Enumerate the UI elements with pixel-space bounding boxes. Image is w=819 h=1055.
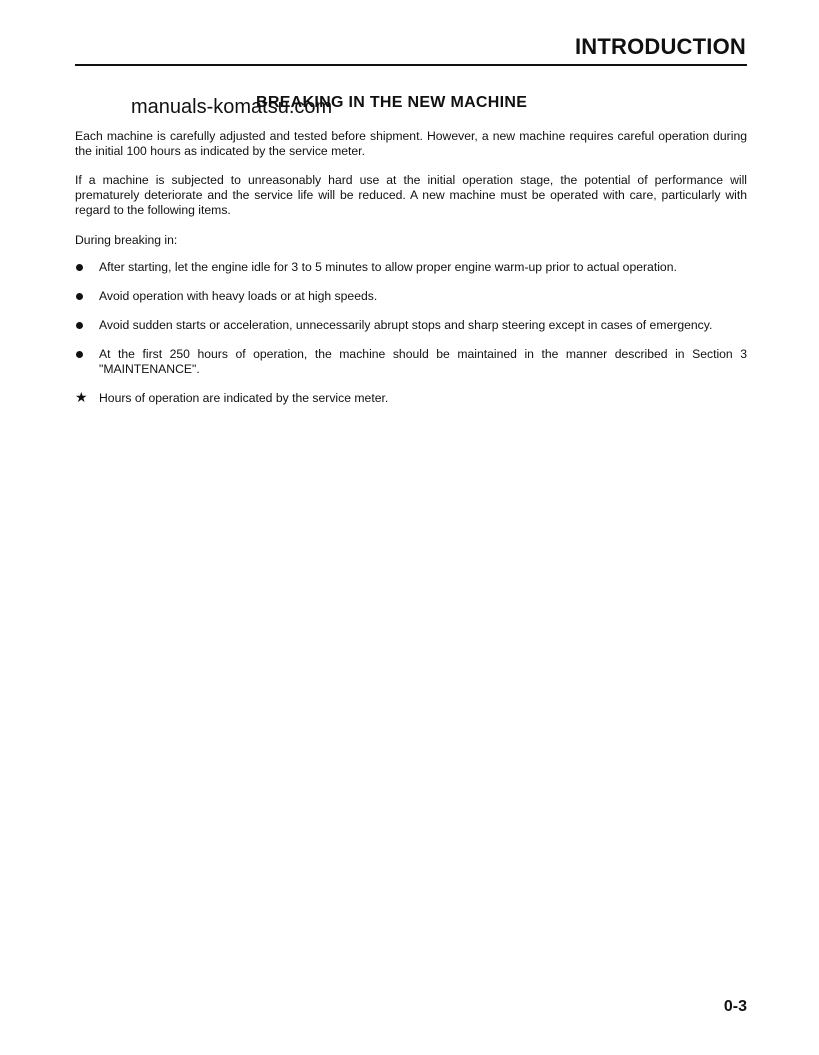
page-number: 0-3	[723, 998, 747, 1015]
header-divider	[75, 64, 747, 66]
watermark: manuals-komatsu.com	[131, 96, 333, 118]
bullet-icon	[76, 322, 83, 329]
list-item	[75, 347, 747, 377]
intro-paragraph: Each machine is carefully adjusted and tested before shipment. However, a new machine requires careful operation during the initial 100 hours as indicated by the service meter.	[75, 129, 747, 158]
bullet-icon	[76, 293, 83, 300]
breaking-in-list	[75, 260, 747, 420]
list-item	[75, 318, 747, 333]
caution-paragraph: If a machine is subjected to unreasonably hard use at the initial operation stage, the potential of performance will prematurely deteriorate and the service life will be reduced. A new machine must be operated with care, particularly with regard to the following items.	[75, 173, 747, 217]
list-item	[75, 289, 747, 304]
bullet-icon	[76, 351, 83, 358]
section-heading: BREAKING IN THE NEW MACHINE	[256, 94, 528, 111]
page-header-title: INTRODUCTION	[574, 34, 746, 59]
bullet-icon	[76, 264, 83, 271]
list-item-text: At the first 250 hours of operation, the machine should be maintained in the manner described in Section 3 "MAINTENANCE".	[99, 347, 747, 376]
star-icon: ★	[75, 389, 88, 405]
list-item-text: After starting, let the engine idle for 3 to 5 minutes to allow proper engine warm-up prior to actual operation.	[99, 260, 677, 274]
note-item	[75, 391, 747, 406]
note-text: Hours of operation are indicated by the service meter.	[99, 391, 389, 405]
list-item-text: Avoid sudden starts or acceleration, unnecessarily abrupt stops and sharp steering except in cases of emergency.	[99, 318, 713, 332]
list-item-text: Avoid operation with heavy loads or at high speeds.	[99, 289, 378, 303]
breaking-in-lead: During breaking in:	[75, 233, 178, 247]
list-item	[75, 260, 747, 275]
